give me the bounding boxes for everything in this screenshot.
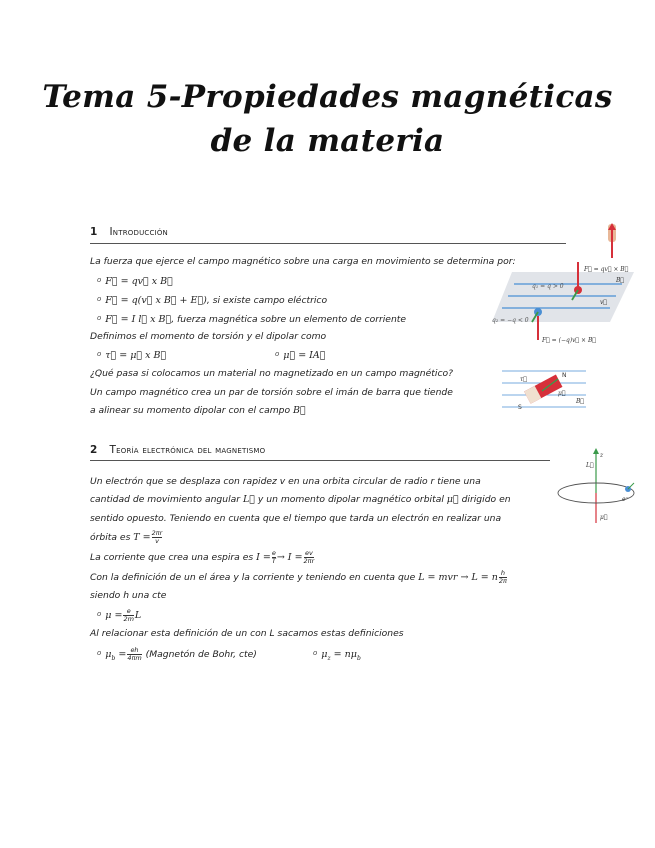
bullet-item — [97, 292, 327, 308]
text-line: Un campo magnético crea un par de torsión sobre el imán de barra que tiende — [90, 387, 453, 398]
text-line: Definimos el momento de torsión y el dipolar como — [90, 331, 327, 342]
electron-orbit-figure — [556, 447, 638, 527]
bullet-item: $^o$ $\mu_z = n\mu_b$ — [313, 649, 361, 662]
equation: τ⃗ = μ⃗ x B⃗ — [105, 350, 167, 361]
text-line: siendo h una cte — [90, 590, 167, 601]
label-mu: μ⃗ — [600, 514, 608, 521]
section-title: Teoría electrónica del magnetismo — [109, 444, 266, 456]
text-line: a alinear su momento dipolar con el campo B⃗ — [90, 405, 306, 416]
text-line: ¿Qué pasa si colocamos un material no magnetizado en un campo magnético? — [90, 368, 453, 379]
fraction: $\frac{eh}{4\pi m}$ — [127, 646, 142, 662]
fraction: $\frac{ev}{2\pi r}$ — [303, 549, 315, 565]
label-b: B⃗ — [576, 398, 585, 405]
section-heading-teoria — [90, 444, 265, 456]
label-pos-charge: q₁ = q > 0 — [532, 283, 564, 290]
bullet-item — [97, 273, 173, 289]
label-force-top: F⃗ = qv⃗ × B⃗ — [584, 266, 629, 273]
label-force-bottom: F⃗ = (−q)v⃗ × B⃗ — [542, 337, 596, 344]
label-b: B⃗ — [616, 277, 625, 284]
label-neg-charge: q₂ = −q < 0 — [492, 317, 529, 324]
bullet-item — [275, 347, 326, 363]
bullet-item: $^o$ μ = $\frac{e}{2m}$ L — [97, 607, 142, 623]
bullet-icon: o — [97, 610, 102, 618]
fraction: $\frac{e}{2m}$ — [123, 607, 134, 623]
bar-magnet-figure — [502, 365, 586, 417]
text-line: Con la definición de un el área y la corriente y teniendo en cuenta que L = mvr → L = n $\frac{h}{2\pi}$ — [90, 569, 507, 585]
text-line: órbita es T = $\frac{2\pi r}{v}$ — [90, 529, 163, 545]
label-z: z — [600, 452, 604, 459]
label-mu: μ⃗ — [558, 390, 566, 397]
bullet-text: , fuerza magnética sobre un elemento de corriente — [171, 314, 407, 325]
section-number: 2 — [90, 444, 98, 456]
text-line: La fuerza que ejerce el campo magnético sobre una carga en movimiento se determina por: — [90, 256, 516, 267]
equation: F⃗ = qv⃗ x B⃗ — [105, 276, 173, 287]
equation: μ⃗ = IA⃗ — [283, 350, 326, 361]
label-l: L⃗ — [586, 462, 594, 469]
fraction: $\frac{e}{T}$ — [271, 549, 276, 565]
bullet-text: , si existe campo eléctrico — [206, 295, 328, 306]
label-electron: e⁻ — [622, 496, 629, 503]
section-title: Introducción — [109, 226, 168, 238]
bullet-icon: o — [97, 649, 102, 657]
arrow-head-icon — [593, 448, 599, 454]
text-line: cantidad de movimiento angular L⃗ y un momento dipolar magnético orbital μ⃗ dirigido en — [90, 494, 511, 505]
bullet-icon: o — [275, 350, 280, 358]
bullet-item — [97, 311, 406, 327]
fraction: $\frac{2\pi r}{v}$ — [151, 529, 163, 545]
label-south: S — [518, 404, 522, 411]
section-number: 1 — [90, 226, 98, 238]
bullet-item: $^o$ $\mu_b$ = $\frac{eh}{4\pi m}$ (Magnetón de Bohr, cte) — [97, 646, 257, 662]
page-title-line1: Tema 5-Propiedades magnéticas — [42, 79, 613, 115]
label-tau: τ⃗ — [520, 376, 527, 383]
text-line: La corriente que crea una espira es I = $\frac{e}{T}$ → I = $\frac{ev}{2\pi r}$ — [90, 549, 315, 565]
bullet-icon: o — [97, 295, 102, 303]
lorentz-force-figure — [492, 222, 634, 346]
bullet-icon: o — [97, 276, 102, 284]
equation: F⃗ = I l⃗ x B⃗ — [105, 314, 172, 325]
bullet-icon: o — [97, 314, 102, 322]
velocity-arrow — [628, 483, 634, 489]
equation: B⃗ — [293, 405, 306, 416]
fraction: $\frac{h}{2\pi}$ — [498, 569, 507, 585]
section-divider — [90, 460, 550, 461]
label-north: N — [562, 372, 567, 379]
bullet-icon: o — [97, 350, 102, 358]
section-heading-introduccion — [90, 226, 168, 238]
bullet-item — [97, 347, 166, 363]
text-line: sentido opuesto. Teniendo en cuenta que el tiempo que tarda un electrón en realizar una — [90, 513, 502, 524]
equation: F⃗ = q(v⃗ x B⃗ + E⃗) — [105, 295, 207, 306]
page-title-line2: de la materia — [210, 123, 445, 159]
label-v: v⃗ — [600, 299, 607, 306]
text-line: Un electrón que se desplaza con rapidez v en una orbita circular de radio r tiene una — [90, 476, 481, 487]
bullet-icon: o — [313, 649, 318, 657]
plane-shape — [492, 272, 634, 322]
text-line: Al relacionar esta definición de un con L sacamos estas definiciones — [90, 628, 404, 639]
